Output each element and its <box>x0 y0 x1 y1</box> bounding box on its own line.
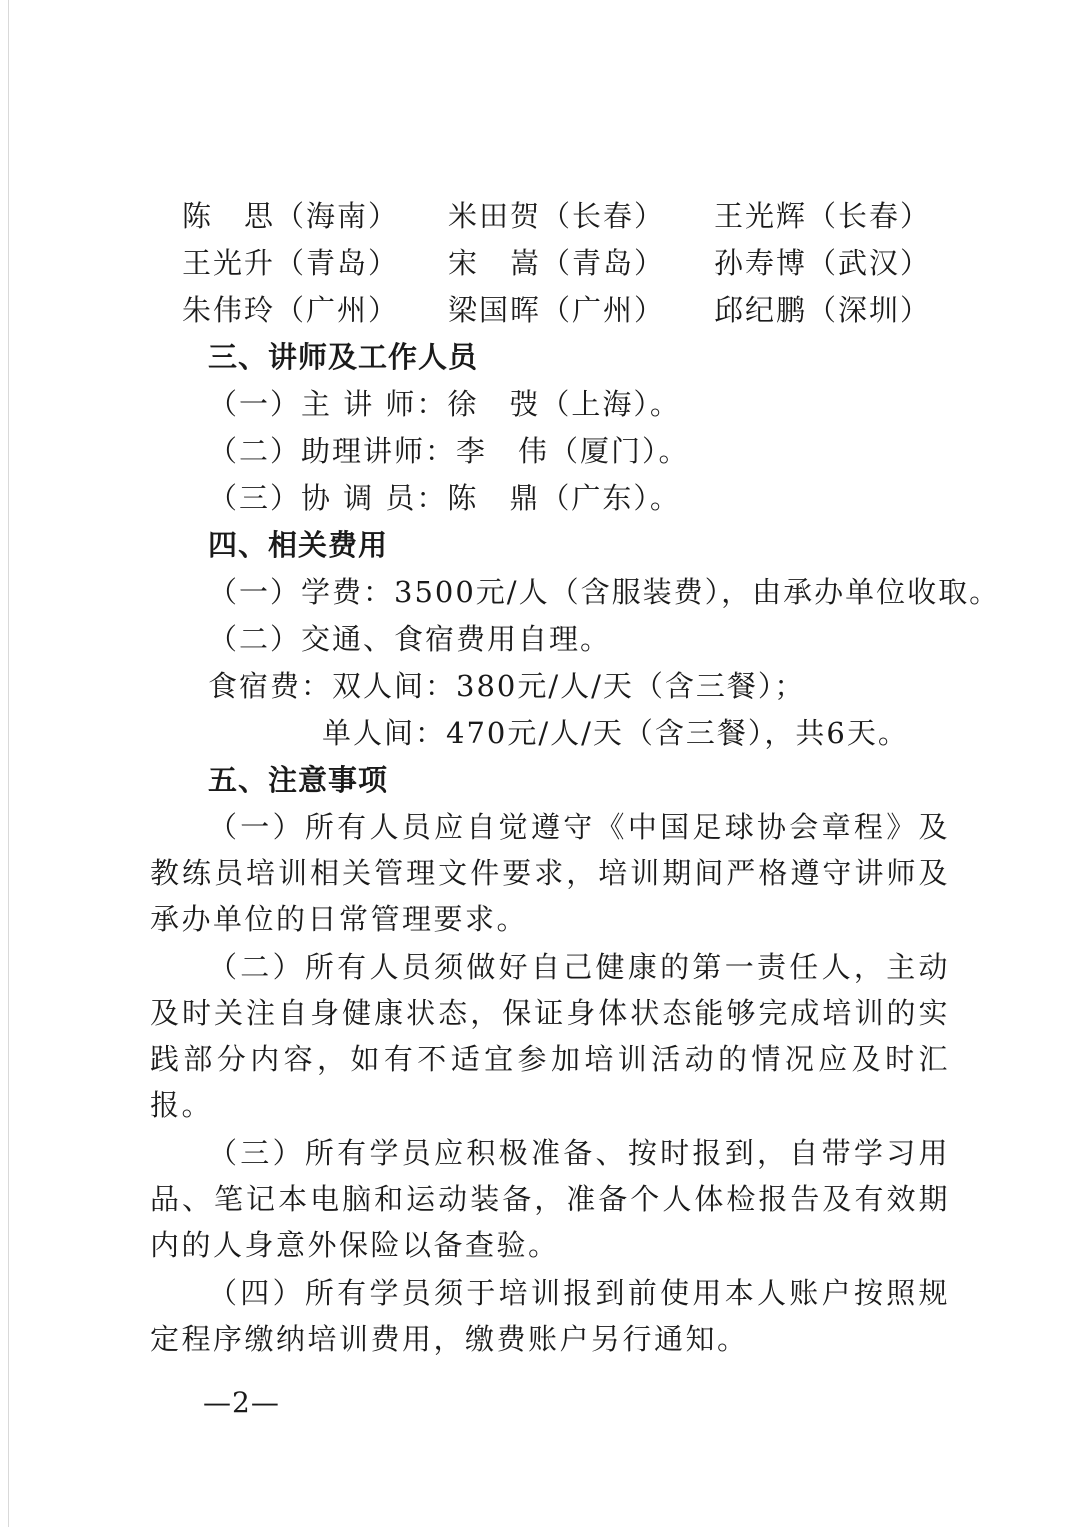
fee-item: （二）交通、食宿费用自理。 <box>208 622 612 656</box>
name-row <box>150 240 950 287</box>
staff-item: （三）协 调 员：陈 鼎（广东）。 <box>208 481 681 515</box>
name-entry: 宋 嵩（青岛） <box>448 246 666 280</box>
section-heading: 三、讲师及工作人员 <box>208 340 479 374</box>
name-entry: 邱纪鹏（深圳） <box>714 293 932 327</box>
fee-item-single-room: 单人间：470元/人/天（含三餐），共6天。 <box>322 716 909 750</box>
notice-paragraph: （一）所有人员应自觉遵守《中国足球协会章程》及教练员培训相关管理文件要求，培训期间严格遵守讲师及承办单位的日常管理要求。 <box>150 810 950 936</box>
document-body <box>150 193 1001 1362</box>
fee-item: 食宿费：双人间：380元/人/天（含三餐）； <box>208 669 806 703</box>
section-heading: 四、相关费用 <box>208 528 389 562</box>
name-entry: 孙寿博（武汉） <box>714 246 932 280</box>
name-entry: 王光升（青岛） <box>182 246 400 280</box>
name-row <box>150 193 950 240</box>
section-heading: 五、注意事项 <box>208 763 389 797</box>
notice-paragraph: （三）所有学员应积极准备、按时报到，自带学习用品、笔记本电脑和运动装备，准备个人体检报告及有效期内的人身意外保险以备查验。 <box>150 1136 950 1262</box>
name-row <box>150 287 950 334</box>
page-number: —2— <box>203 1386 280 1419</box>
staff-item: （一）主 讲 师：徐 弢（上海）。 <box>208 387 681 421</box>
staff-item: （二）助理讲师：李 伟（厦门）。 <box>208 434 690 468</box>
notice-paragraph: （四）所有学员须于培训报到前使用本人账户按照规定程序缴纳培训费用，缴费账户另行通知。 <box>150 1276 950 1356</box>
fee-item: （一）学费：3500元/人（含服装费），由承办单位收取。 <box>208 575 1001 609</box>
notice-paragraph: （二）所有人员须做好自己健康的第一责任人，主动及时关注自身健康状态，保证身体状态能够完成培训的实践部分内容，如有不适宜参加培训活动的情况应及时汇报。 <box>150 950 950 1122</box>
name-entry: 朱伟玲（广州） <box>182 293 400 327</box>
name-entry: 王光辉（长春） <box>714 199 932 233</box>
name-entry: 梁国晖（广州） <box>448 293 666 327</box>
name-entry: 米田贺（长春） <box>448 199 666 233</box>
name-entry: 陈 思（海南） <box>182 199 400 233</box>
page-edge-line <box>8 0 9 1527</box>
